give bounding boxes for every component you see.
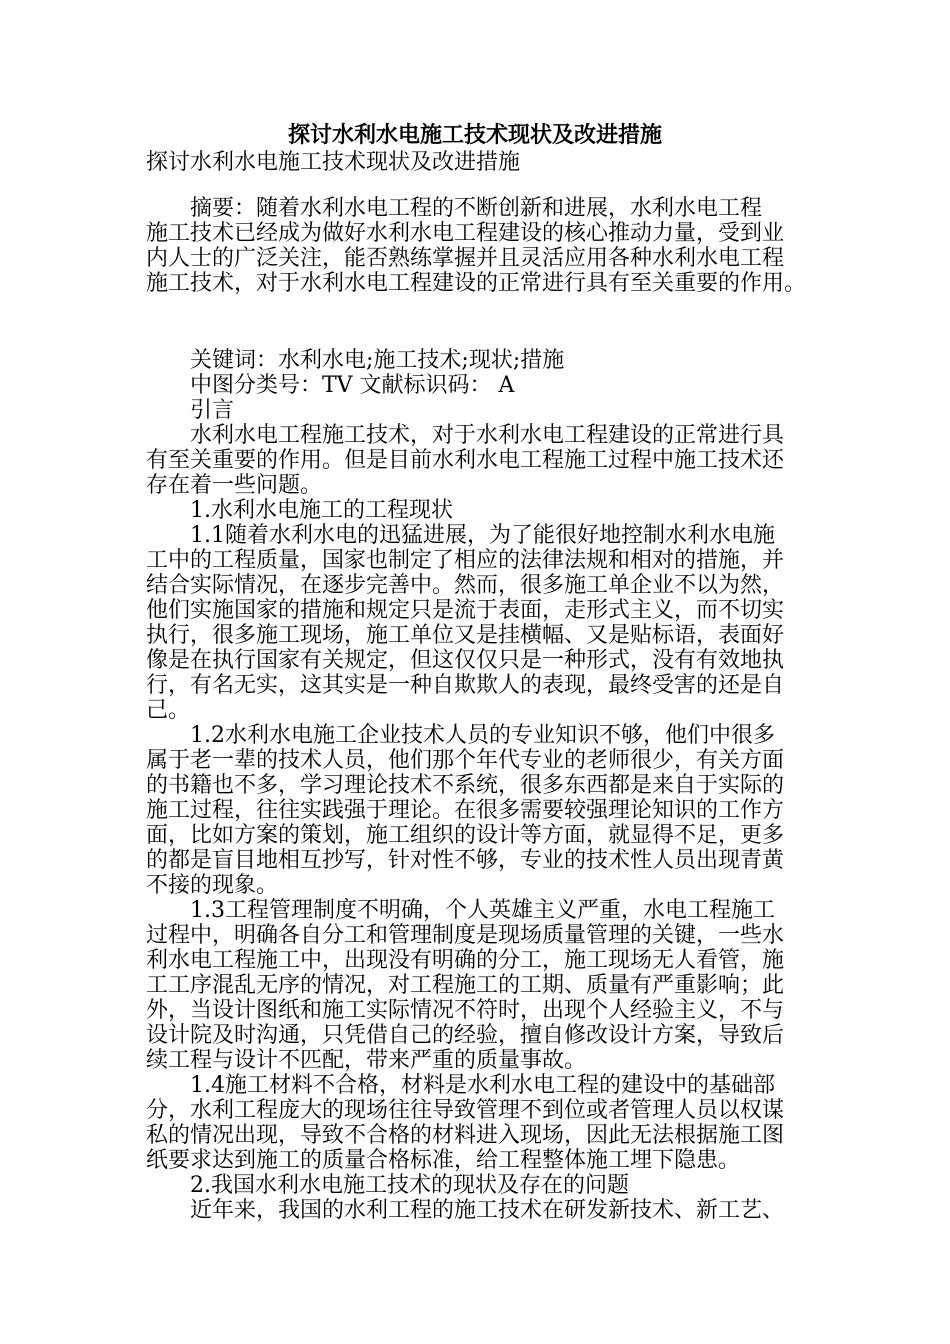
body-line: 的都是盲目地相互抄写，针对性不够，专业的技术性人员出现青黄 bbox=[146, 848, 785, 873]
body-line: 的书籍也不多，学习理论技术不系统，很多东西都是来自于实际的 bbox=[146, 773, 785, 798]
abstract-line: 施工技术，对于水利水电工程建设的正常进行具有至关重要的作用。 bbox=[146, 271, 807, 296]
body-line: 利水电工程施工中，出现没有明确的分工，施工现场无人看管，施 bbox=[146, 948, 785, 973]
abstract-line: 内人士的广泛关注，能否熟练掌握并且灵活应用各种水利水电工程 bbox=[146, 246, 785, 271]
body-line: 面，比如方案的策划，施工组织的设计等方面，就显得不足，更多 bbox=[146, 823, 785, 848]
body-line: 续工程与设计不匹配，带来严重的质量事故。 bbox=[146, 1048, 587, 1073]
body-line: 1.2水利水电施工企业技术人员的专业知识不够，他们中很多 bbox=[146, 723, 775, 748]
body-line: 设计院及时沟通，只凭借自己的经验，擅自修改设计方案，导致后 bbox=[146, 1023, 785, 1048]
abstract-paragraph bbox=[146, 196, 826, 296]
body-line: 中图分类号：TV 文献标识码： A bbox=[146, 373, 515, 398]
body-line: 行，有名无实，这其实是一种自欺欺人的表现，最终受害的还是自 bbox=[146, 673, 785, 698]
body-line: 1.水利水电施工的工程现状 bbox=[146, 498, 453, 523]
body-line: 分，水利工程庞大的现场往往导致管理不到位或者管理人员以权谋 bbox=[146, 1098, 785, 1123]
body-line: 近年来，我国的水利工程的施工技术在研发新技术、新工艺、 bbox=[146, 1198, 785, 1223]
body-line: 己。 bbox=[146, 698, 191, 723]
body-line: 像是在执行国家有关规定，但这仅仅只是一种形式，没有有效地执 bbox=[146, 648, 785, 673]
body-line: 水利水电工程施工技术，对于水利水电工程建设的正常进行具 bbox=[146, 423, 785, 448]
body-line: 他们实施国家的措施和规定只是流于表面，走形式主义，而不切实 bbox=[146, 598, 785, 623]
body-line: 施工过程，往往实践强于理论。在很多需要较强理论知识的工作方 bbox=[146, 798, 785, 823]
body-line: 1.1随着水利水电的迅猛进展，为了能很好地控制水利水电施 bbox=[146, 523, 775, 548]
body-line: 属于老一辈的技术人员，他们那个年代专业的老师很少，有关方面 bbox=[146, 748, 785, 773]
document-subtitle: 探讨水利水电施工技术现状及改进措施 bbox=[146, 150, 521, 175]
body-line: 存在着一些问题。 bbox=[146, 473, 323, 498]
body-line: 结合实际情况，在逐步完善中。然而，很多施工单企业不以为然， bbox=[146, 573, 785, 598]
body-line: 工工序混乱无序的情况，对工程施工的工期、质量有严重影响；此 bbox=[146, 973, 785, 998]
body-text bbox=[146, 348, 826, 1223]
abstract-line: 施工技术已经成为做好水利水电工程建设的核心推动力量，受到业 bbox=[146, 221, 785, 246]
body-line: 关键词：水利水电;施工技术;现状;措施 bbox=[146, 348, 565, 373]
body-line: 私的情况出现，导致不合格的材料进入现场，因此无法根据施工图 bbox=[146, 1123, 785, 1148]
body-line: 引言 bbox=[146, 398, 235, 423]
body-line: 有至关重要的作用。但是目前水利水电工程施工过程中施工技术还 bbox=[146, 448, 785, 473]
body-line: 1.3工程管理制度不明确，个人英雄主义严重，水电工程施工 bbox=[146, 898, 775, 923]
body-line: 纸要求达到施工的质量合格标准，给工程整体施工埋下隐患。 bbox=[146, 1148, 741, 1173]
body-line: 外，当设计图纸和施工实际情况不符时，出现个人经验主义，不与 bbox=[146, 998, 785, 1023]
body-line: 不接的现象。 bbox=[146, 873, 279, 898]
body-line: 过程中，明确各自分工和管理制度是现场质量管理的关键，一些水 bbox=[146, 923, 785, 948]
document-title: 探讨水利水电施工技术现状及改进措施 bbox=[287, 122, 662, 148]
body-line: 工中的工程质量，国家也制定了相应的法律法规和相对的措施，并 bbox=[146, 548, 785, 573]
body-line: 执行，很多施工现场，施工单位又是挂横幅、又是贴标语，表面好 bbox=[146, 623, 785, 648]
body-line: 2.我国水利水电施工技术的现状及存在的问题 bbox=[146, 1173, 629, 1198]
abstract-line: 摘要：随着水利水电工程的不断创新和进展，水利水电工程 bbox=[146, 196, 763, 221]
body-line: 1.4施工材料不合格，材料是水利水电工程的建设中的基础部 bbox=[146, 1073, 775, 1098]
